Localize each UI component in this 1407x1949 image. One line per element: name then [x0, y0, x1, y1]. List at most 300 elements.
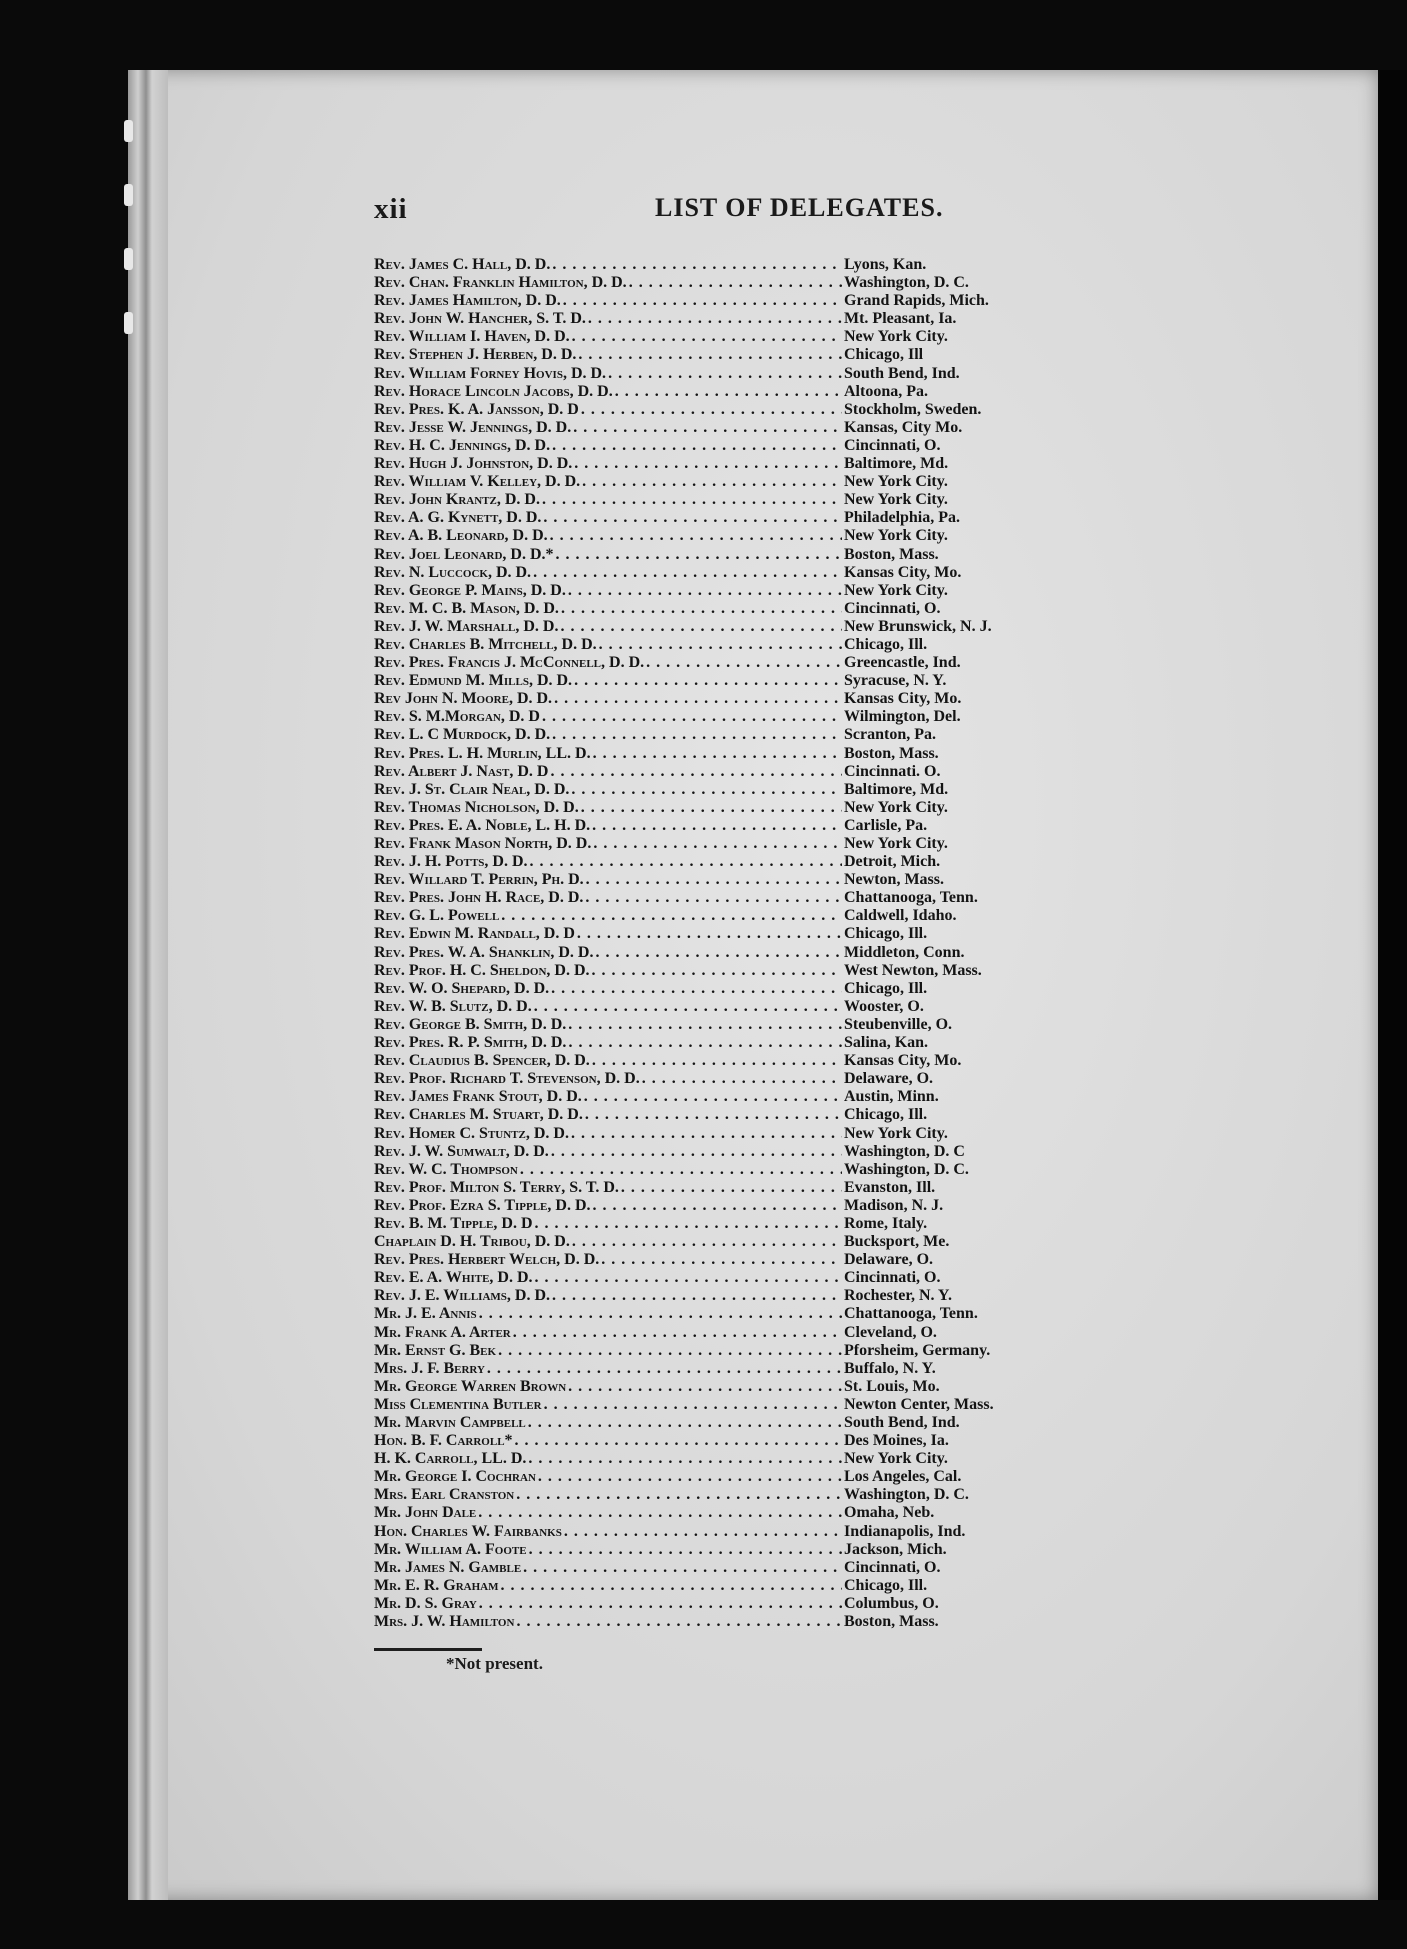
delegate-name: Hon. Charles W. Fairbanks: [374, 1522, 562, 1540]
delegate-name: Rev. M. C. B. Mason, D. D.: [374, 599, 559, 617]
delegate-place: Chicago, Ill.: [844, 635, 928, 653]
delegate-place: Chicago, Ill.: [844, 979, 928, 997]
delegate-entry: [374, 1613, 1074, 1631]
delegate-place: Rochester, N. Y.: [844, 1287, 952, 1305]
delegate-place: Kansas City, Mo.: [844, 690, 962, 708]
delegate-entry: [374, 1342, 1074, 1360]
delegate-name: Rev. G. L. Powell: [374, 907, 500, 925]
delegate-entry: [374, 527, 1074, 545]
delegate-place: New York City.: [844, 1450, 948, 1468]
delegate-place: Boston, Mass.: [844, 744, 939, 762]
delegate-place: Lyons, Kan.: [844, 256, 927, 273]
delegate-entry: [374, 1251, 1074, 1269]
delegate-place: Buffalo, N. Y.: [844, 1359, 936, 1377]
dot-leader: [561, 600, 842, 618]
delegate-name: Miss Clementina Butler: [374, 1395, 542, 1413]
delegate-name: Rev. J. H. Potts, D. D.: [374, 853, 528, 871]
dot-leader: [552, 437, 842, 455]
delegate-name: Rev. S. M.Morgan, D. D: [374, 708, 540, 726]
dot-leader: [533, 564, 842, 582]
delegate-entry: [374, 1052, 1074, 1070]
delegate-place: Newton, Mass.: [844, 871, 944, 889]
dot-leader: [593, 1197, 842, 1215]
dot-leader: [552, 1287, 842, 1305]
delegate-place: Los Angeles, Cal.: [844, 1468, 962, 1486]
delegate-place: Bucksport, Me.: [844, 1233, 950, 1251]
delegate-name: Rev. A. G. Kynett, D. D.: [374, 509, 542, 527]
delegate-place: Washington, D. C.: [844, 1160, 969, 1178]
delegate-name: Rev. Pres. Francis J. McConnell, D. D.: [374, 654, 645, 672]
delegate-place: New York City.: [844, 1124, 948, 1142]
delegate-place: Chattanooga, Tenn.: [844, 1305, 978, 1323]
dot-leader: [592, 962, 842, 980]
delegate-place: New York City.: [844, 798, 948, 816]
delegate-place: Washington, D. C.: [844, 1486, 969, 1504]
delegate-name: Rev. Edmund M. Mills, D. D.: [374, 672, 573, 690]
delegate-place: Philadelphia, Pa.: [844, 509, 961, 527]
delegate-place: Steubenville, O.: [844, 1015, 953, 1033]
delegate-entry: [374, 491, 1074, 509]
footnote: *Not present.: [446, 1654, 543, 1673]
delegate-name: Rev John N. Moore, D. D.: [374, 690, 553, 708]
dot-leader: [571, 1125, 842, 1143]
delegate-entry: [374, 1486, 1074, 1504]
delegate-entry: [374, 1468, 1074, 1486]
dot-leader: [479, 1595, 842, 1613]
delegate-entry: [374, 600, 1074, 618]
dot-leader: [582, 473, 842, 491]
delegate-place: Chicago, Ill.: [844, 1576, 928, 1594]
delegate-place: Washington, D. C: [844, 1142, 965, 1160]
delegate-place: Carlisle, Pa.: [844, 816, 928, 834]
dot-leader: [642, 1070, 842, 1088]
dot-leader: [544, 1396, 842, 1414]
delegate-name: Rev. Frank Mason North, D. D.: [374, 835, 592, 852]
delegate-entry: [374, 274, 1074, 292]
dot-leader: [552, 256, 842, 274]
delegate-place: New York City.: [844, 491, 948, 509]
delegate-entry: [374, 1197, 1074, 1215]
dot-leader: [577, 925, 842, 943]
dot-leader: [601, 1251, 842, 1269]
dot-leader: [542, 491, 842, 509]
delegate-place: Wilmington, Del.: [844, 708, 961, 726]
delegate-entry: [374, 310, 1074, 328]
delegate-entry: [374, 763, 1074, 781]
delegate-place: Altoona, Pa.: [844, 382, 928, 400]
delegate-name: Rev. Pres. R. P. Smith, D. D.: [374, 1034, 567, 1052]
delegate-entry: [374, 473, 1074, 491]
delegate-entry: [374, 1324, 1074, 1342]
dot-leader: [596, 944, 843, 962]
delegate-entry: [374, 437, 1074, 455]
delegate-name: Rev. Prof. Milton S. Terry, S. T. D.: [374, 1178, 619, 1196]
delegate-name: Rev. Prof. Ezra S. Tipple, D. D.: [374, 1196, 591, 1214]
dot-leader: [516, 1613, 842, 1631]
dot-leader: [593, 835, 842, 853]
delegate-entry: [374, 672, 1074, 690]
delegate-entry: [374, 1016, 1074, 1034]
delegate-name: Rev. William I. Haven, D. D.: [374, 328, 570, 346]
dot-leader: [538, 1468, 842, 1486]
delegate-entry: [374, 1215, 1074, 1233]
dot-leader: [615, 383, 842, 401]
delegate-entry: [374, 1106, 1074, 1124]
delegate-place: St. Louis, Mo.: [844, 1377, 940, 1395]
dot-leader: [586, 871, 842, 889]
dot-leader: [584, 1088, 842, 1106]
delegate-name: Mr. Marvin Campbell: [374, 1414, 526, 1431]
delegate-name: Mr. D. S. Gray: [374, 1594, 477, 1612]
delegate-place: Stockholm, Sweden.: [844, 400, 982, 418]
delegate-place: New York City.: [844, 527, 948, 545]
delegate-entry: [374, 401, 1074, 419]
delegate-name: Rev. George P. Mains, D. D.: [374, 581, 566, 599]
page-number: xii: [374, 193, 408, 225]
delegate-entry: [374, 980, 1074, 998]
dot-leader: [516, 1486, 842, 1504]
delegate-place: New York City.: [844, 328, 948, 346]
dot-leader: [528, 1414, 842, 1432]
delegate-name: Rev. H. C. Jennings, D. D.: [374, 436, 551, 454]
delegate-name: Rev. Edwin M. Randall, D. D: [374, 925, 575, 943]
dot-leader: [551, 1143, 842, 1161]
delegate-entry: [374, 1034, 1074, 1052]
delegate-place: Cincinnati, O.: [844, 1558, 941, 1576]
delegate-entry: [374, 944, 1074, 962]
delegate-place: Washington, D. C.: [844, 274, 969, 292]
delegate-list: [374, 256, 1074, 1631]
binding-mark: [124, 120, 133, 142]
delegate-name: Rev. J. E. Williams, D. D.: [374, 1287, 551, 1305]
delegate-name: Rev. Thomas Nicholson, D. D.: [374, 798, 579, 816]
delegate-place: Pforsheim, Germany.: [844, 1341, 991, 1359]
delegate-place: Middleton, Conn.: [844, 943, 965, 961]
delegate-name: Mr. James N. Gamble: [374, 1558, 522, 1576]
delegate-name: Rev. L. C Murdock, D. D.: [374, 726, 551, 744]
dot-leader: [529, 1541, 842, 1559]
delegate-entry: [374, 455, 1074, 473]
delegate-place: South Bend, Ind.: [844, 364, 960, 382]
delegate-place: Caldwell, Idaho.: [844, 907, 957, 925]
delegate-name: Rev. J. St. Clair Neal, D. D.: [374, 780, 570, 798]
dot-leader: [535, 1215, 843, 1233]
delegate-name: Mrs. J. F. Berry: [374, 1359, 485, 1377]
delegate-name: Mr. George I. Cochran: [374, 1468, 536, 1486]
dot-leader: [568, 1016, 842, 1034]
dot-leader: [608, 365, 842, 383]
dot-leader: [574, 455, 842, 473]
delegate-place: Newton Center, Mass.: [844, 1395, 994, 1413]
delegate-place: Cincinnati, O.: [844, 1269, 941, 1287]
delegate-name: Rev. E. A. White, D. D.: [374, 1269, 533, 1287]
delegate-name: H. K. Carroll, LL. D.: [374, 1450, 527, 1468]
delegate-name: Rev. Pres. L. H. Murlin, LL. D.: [374, 744, 591, 762]
delegate-name: Rev. William V. Kelley, D. D.: [374, 473, 581, 491]
binding-marks: [120, 120, 140, 376]
delegate-entry: [374, 618, 1074, 636]
dot-leader: [568, 582, 842, 600]
delegate-place: Rome, Italy.: [844, 1214, 928, 1232]
delegate-entry: [374, 690, 1074, 708]
dot-leader: [564, 1523, 842, 1541]
dot-leader: [513, 1324, 842, 1342]
delegate-name: Rev. James C. Hall, D. D.: [374, 256, 551, 273]
delegate-name: Rev. A. B. Leonard, D. D.: [374, 527, 548, 545]
delegate-place: Jackson, Mich.: [844, 1540, 947, 1558]
delegate-place: Evanston, Ill.: [844, 1178, 936, 1196]
delegate-name: Rev. Pres. John H. Race, D. D.: [374, 889, 584, 907]
dot-leader: [588, 310, 842, 328]
delegate-name: Rev. John W. Hancher, S. T. D.: [374, 310, 586, 328]
delegate-entry: [374, 799, 1074, 817]
delegate-place: Wooster, O.: [844, 997, 924, 1015]
binding-mark: [124, 248, 133, 270]
dot-leader: [646, 654, 842, 672]
delegate-name: Hon. B. F. Carroll*: [374, 1432, 513, 1450]
dot-leader: [535, 1269, 842, 1287]
dot-leader: [551, 980, 842, 998]
delegate-name: Rev. William Forney Hovis, D. D.: [374, 364, 607, 382]
scan-border: [1378, 70, 1407, 1900]
delegate-entry: [374, 745, 1074, 763]
dot-leader: [501, 1577, 843, 1595]
delegate-entry: [374, 1287, 1074, 1305]
binding-mark: [124, 184, 133, 206]
delegate-place: Kansas City, Mo.: [844, 563, 962, 581]
delegate-entry: [374, 1432, 1074, 1450]
dot-leader: [523, 1559, 842, 1577]
delegate-name: Rev. W. B. Slutz, D. D.: [374, 997, 532, 1015]
delegate-entry: [374, 1414, 1074, 1432]
delegate-name: Rev. N. Luccock, D. D.: [374, 563, 532, 581]
dot-leader: [534, 998, 842, 1016]
delegate-name: Mr. George Warren Brown: [374, 1377, 567, 1395]
delegate-entry: [374, 256, 1074, 274]
delegate-name: Mrs. J. W. Hamilton: [374, 1613, 515, 1631]
delegate-place: Indianapolis, Ind.: [844, 1522, 966, 1540]
delegate-name: Rev. Hugh J. Johnston, D. D.: [374, 455, 573, 473]
delegate-entry: [374, 1577, 1074, 1595]
dot-leader: [556, 546, 842, 564]
delegate-name: Rev. Pres. K. A. Jansson, D. D: [374, 400, 579, 418]
delegate-entry: [374, 346, 1074, 364]
delegate-name: Rev. Jesse W. Jennings, D. D.: [374, 418, 572, 436]
delegate-entry: [374, 1595, 1074, 1613]
delegate-name: Rev. Albert J. Nast, D. D: [374, 762, 549, 780]
delegate-name: Rev. Prof. Richard T. Stevenson, D. D.: [374, 1070, 640, 1088]
dot-leader: [478, 1504, 842, 1522]
dot-leader: [592, 817, 842, 835]
delegate-entry: [374, 962, 1074, 980]
delegate-name: Mr. Frank A. Arter: [374, 1323, 511, 1341]
delegate-place: Columbus, O.: [844, 1594, 939, 1612]
delegate-place: West Newton, Mass.: [844, 961, 982, 979]
delegate-entry: [374, 292, 1074, 310]
delegate-name: Mr. William A. Foote: [374, 1540, 527, 1558]
delegate-place: Austin, Minn.: [844, 1088, 939, 1106]
dot-leader: [593, 745, 842, 763]
delegate-place: South Bend, Ind.: [844, 1414, 960, 1431]
dot-leader: [572, 328, 842, 346]
delegate-place: Boston, Mass.: [844, 545, 939, 563]
dot-leader: [621, 1179, 842, 1197]
delegate-entry: [374, 1233, 1074, 1251]
running-title: LIST OF DELEGATES.: [655, 193, 944, 222]
delegate-entry: [374, 726, 1074, 744]
delegate-name: Rev. Homer C. Stuntz, D. D.: [374, 1124, 569, 1142]
delegate-entry: [374, 1143, 1074, 1161]
binding-mark: [124, 312, 133, 334]
dot-leader: [479, 1305, 842, 1323]
dot-leader: [520, 1161, 842, 1179]
delegate-entry: [374, 1450, 1074, 1468]
dot-leader: [581, 799, 842, 817]
dot-leader: [585, 889, 842, 907]
delegate-place: Chicago, Ill.: [844, 925, 928, 943]
delegate-place: Mt. Pleasant, Ia.: [844, 310, 957, 328]
dot-leader: [592, 1052, 842, 1070]
delegate-name: Rev. Claudius B. Spencer, D. D.: [374, 1052, 590, 1070]
dot-leader: [581, 401, 842, 419]
dot-leader: [487, 1360, 842, 1378]
delegate-entry: [374, 1088, 1074, 1106]
dot-leader: [498, 1342, 842, 1360]
dot-leader: [560, 618, 842, 636]
delegate-name: Rev. B. M. Tipple, D. D: [374, 1214, 533, 1232]
delegate-entry: [374, 546, 1074, 564]
dot-leader: [578, 346, 842, 364]
delegate-place: Syracuse, N. Y.: [844, 672, 947, 690]
delegate-place: Chicago, Ill.: [844, 1106, 928, 1124]
delegate-name: Rev. Pres. E. A. Noble, L. H. D.: [374, 816, 591, 834]
delegate-name: Rev. W. O. Shepard, D. D.: [374, 979, 550, 997]
delegate-place: Greencastle, Ind.: [844, 654, 961, 672]
delegate-place: Boston, Mass.: [844, 1613, 939, 1631]
delegate-name: Mr. E. R. Graham: [374, 1576, 499, 1594]
delegate-name: Rev. Stephen J. Herben, D. D.: [374, 346, 577, 364]
delegate-place: Kansas, City Mo.: [844, 418, 963, 436]
dot-leader: [554, 690, 842, 708]
dot-leader: [563, 292, 842, 310]
delegate-entry: [374, 654, 1074, 672]
delegate-name: Mrs. Earl Cranston: [374, 1486, 515, 1504]
dot-leader: [572, 1233, 842, 1251]
delegate-place: New York City.: [844, 473, 948, 491]
footnote-rule: [374, 1648, 482, 1651]
delegate-name: Rev. J. W. Marshall, D. D.: [374, 617, 559, 635]
delegate-name: Mr. J. E. Annis: [374, 1305, 477, 1323]
delegate-entry: [374, 1360, 1074, 1378]
delegate-name: Rev. Chan. Franklin Hamilton, D. D.: [374, 274, 627, 292]
delegate-place: Madison, N. J.: [844, 1196, 944, 1214]
delegate-entry: [374, 419, 1074, 437]
delegate-entry: [374, 998, 1074, 1016]
dot-leader: [568, 1378, 842, 1396]
dot-leader: [571, 781, 842, 799]
delegate-place: Detroit, Mich.: [844, 853, 941, 871]
delegate-entry: [374, 1559, 1074, 1577]
dot-leader: [543, 509, 842, 527]
delegate-entry: [374, 328, 1074, 346]
delegate-entry: [374, 582, 1074, 600]
delegate-entry: [374, 1161, 1074, 1179]
delegate-place: New York City.: [844, 835, 948, 852]
delegate-place: Delaware, O.: [844, 1070, 934, 1088]
delegate-name: Rev. Prof. H. C. Sheldon, D. D.: [374, 961, 590, 979]
delegate-entry: [374, 853, 1074, 871]
dot-leader: [599, 636, 842, 654]
delegate-entry: [374, 1269, 1074, 1287]
delegate-entry: [374, 889, 1074, 907]
dot-leader: [542, 708, 842, 726]
dot-leader: [574, 672, 842, 690]
delegate-place: Kansas City, Mo.: [844, 1052, 962, 1070]
delegate-name: Mr. John Dale: [374, 1504, 477, 1522]
delegate-entry: [374, 835, 1074, 853]
delegate-name: Rev. John Krantz, D. D.: [374, 491, 540, 509]
delegate-entry: [374, 781, 1074, 799]
delegate-name: Rev. Willard T. Perrin, Ph. D.: [374, 871, 584, 889]
delegate-entry: [374, 1070, 1074, 1088]
dot-leader: [573, 419, 842, 437]
delegate-entry: [374, 907, 1074, 925]
delegate-entry: [374, 1378, 1074, 1396]
delegate-place: Baltimore, Md.: [844, 455, 949, 473]
delegate-entry: [374, 1396, 1074, 1414]
delegate-place: Omaha, Neb.: [844, 1504, 935, 1522]
delegate-name: Rev. James Hamilton, D. D.: [374, 292, 561, 310]
delegate-entry: [374, 708, 1074, 726]
delegate-place: Salina, Kan.: [844, 1034, 929, 1052]
dot-leader: [528, 1450, 842, 1468]
dot-leader: [585, 1106, 842, 1124]
delegate-place: New Brunswick, N. J.: [844, 617, 992, 635]
delegate-place: New York City.: [844, 581, 948, 599]
delegate-place: Des Moines, Ia.: [844, 1432, 949, 1450]
delegate-entry: [374, 365, 1074, 383]
delegate-place: Chattanooga, Tenn.: [844, 889, 978, 907]
delegate-place: Delaware, O.: [844, 1251, 934, 1269]
delegate-place: Cleveland, O.: [844, 1323, 937, 1341]
delegate-name: Rev. George B. Smith, D. D.: [374, 1015, 567, 1033]
delegate-entry: [374, 636, 1074, 654]
delegate-place: Chicago, Ill: [844, 346, 924, 364]
delegate-name: Rev. Pres. Herbert Welch, D. D.: [374, 1251, 600, 1269]
delegate-entry: [374, 925, 1074, 943]
delegate-name: Rev. Charles M. Stuart, D. D.: [374, 1106, 583, 1124]
delegate-name: Rev. Charles B. Mitchell, D. D.: [374, 635, 597, 653]
dot-leader: [552, 726, 842, 744]
delegate-name: Rev. Pres. W. A. Shanklin, D. D.: [374, 943, 594, 961]
delegate-entry: [374, 1179, 1074, 1197]
dot-leader: [530, 853, 842, 871]
delegate-entry: [374, 1305, 1074, 1323]
delegate-entry: [374, 1523, 1074, 1541]
delegate-entry: [374, 817, 1074, 835]
delegate-name: Rev. Joel Leonard, D. D.*: [374, 545, 554, 563]
delegate-place: Cincinnati, O.: [844, 436, 941, 454]
delegate-name: Rev. W. C. Thompson: [374, 1160, 518, 1178]
delegate-entry: [374, 1125, 1074, 1143]
delegate-name: Rev. Horace Lincoln Jacobs, D. D.: [374, 382, 613, 400]
delegate-place: Scranton, Pa.: [844, 726, 936, 744]
delegate-entry: [374, 564, 1074, 582]
delegate-name: Rev. James Frank Stout, D. D.: [374, 1088, 582, 1106]
dot-leader: [515, 1432, 842, 1450]
dot-leader: [501, 907, 842, 925]
delegate-entry: [374, 1504, 1074, 1522]
